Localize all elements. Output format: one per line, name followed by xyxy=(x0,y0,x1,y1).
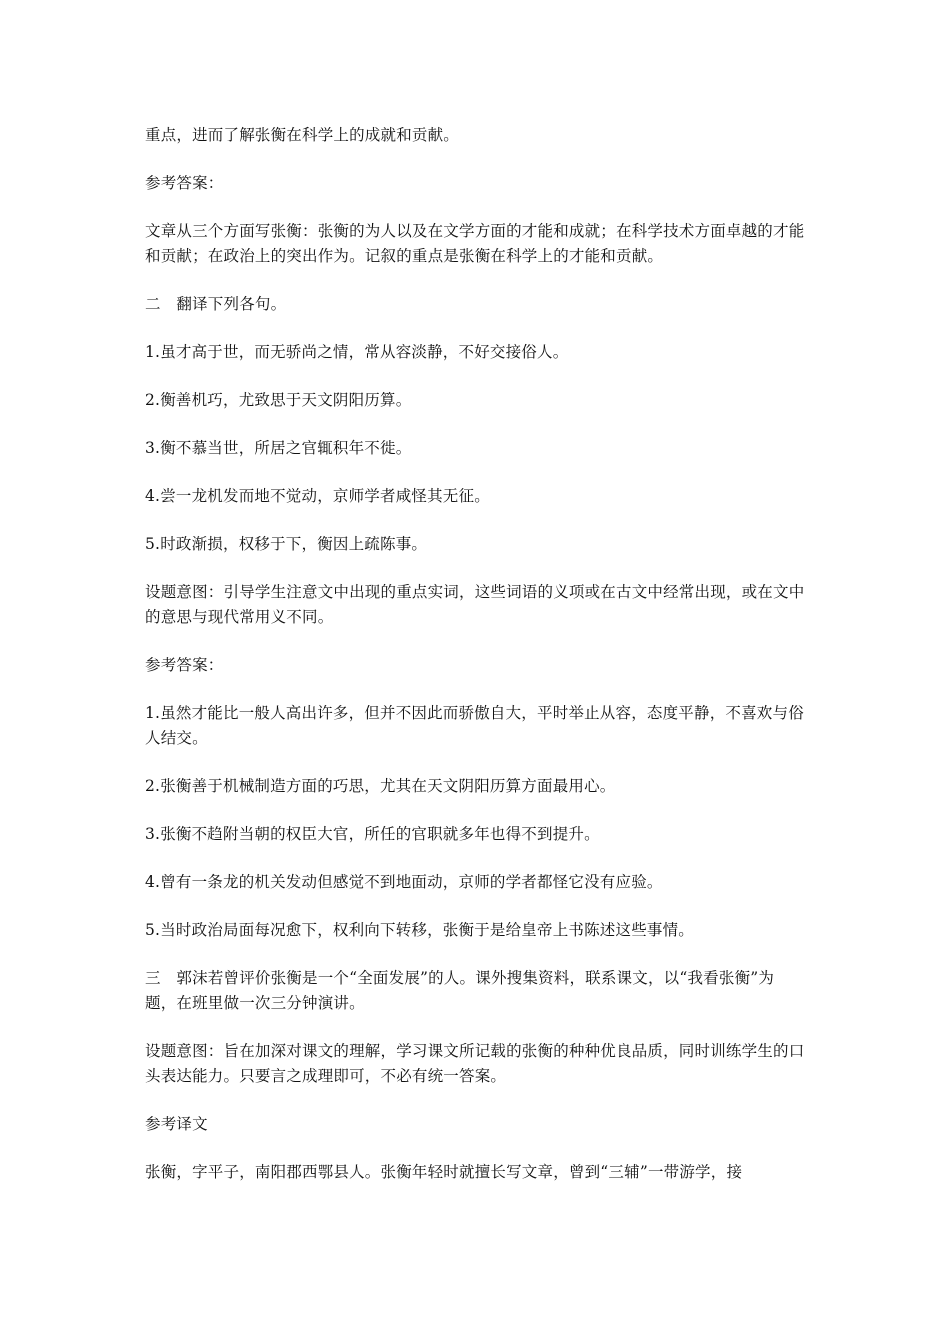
answer-heading: 参考答案： xyxy=(145,656,224,674)
design-intent-paragraph: 设题意图：旨在加深对课文的理解，学习课文所记载的张衡的种种优良品质，同时训练学生的口头表达能力。只要言之成理即可，不必有统一答案。 xyxy=(145,1042,805,1085)
answer-item-2: 2.张衡善于机械制造方面的巧思，尤其在天文阴阳历算方面最用心。 xyxy=(145,777,616,795)
answer-item-4: 4.曾有一条龙的机关发动但感觉不到地面动，京师的学者都怪它没有应验。 xyxy=(145,873,663,891)
section-heading-speech: 三 郭沫若曾评价张衡是一个“全面发展”的人。课外搜集资料，联系课文，以“我看张衡”为题，在班里做一次三分钟演讲。 xyxy=(145,969,775,1012)
answer-item-3: 3.张衡不趋附当朝的权臣大官，所任的官职就多年也得不到提升。 xyxy=(145,825,600,843)
translate-item-2: 2.衡善机巧，尤致思于天文阴阳历算。 xyxy=(145,391,412,409)
answer-paragraph: 文章从三个方面写张衡：张衡的为人以及在文学方面的才能和成就；在科学技术方面卓越的才能和贡献；在政治上的突出作为。记叙的重点是张衡在科学上的才能和贡献。 xyxy=(145,222,805,265)
translate-item-4: 4.尝一龙机发而地不觉动，京师学者咸怪其无征。 xyxy=(145,487,490,505)
design-intent-paragraph: 设题意图：引导学生注意文中出现的重点实词，这些词语的义项或在古文中经常出现，或在文中的意思与现代常用义不同。 xyxy=(145,583,805,626)
reference-translation-paragraph: 张衡，字平子，南阳郡西鄂县人。张衡年轻时就擅长写文章，曾到“三辅”一带游学，接 xyxy=(145,1163,743,1181)
translate-item-5: 5.时政渐损，权移于下，衡因上疏陈事。 xyxy=(145,535,428,553)
paragraph-intro-continuation: 重点，进而了解张衡在科学上的成就和贡献。 xyxy=(145,126,460,144)
reference-translation-heading: 参考译文 xyxy=(145,1115,208,1133)
translate-item-1: 1.虽才高于世，而无骄尚之情，常从容淡静，不好交接俗人。 xyxy=(145,343,569,361)
section-heading-translate: 二 翻译下列各句。 xyxy=(145,295,287,313)
answer-item-1: 1.虽然才能比一般人高出许多，但并不因此而骄傲自大，平时举止从容，态度平静，不喜欢与俗人结交。 xyxy=(145,704,804,747)
answer-item-5: 5.当时政治局面每况愈下，权利向下转移，张衡于是给皇帝上书陈述这些事情。 xyxy=(145,921,694,939)
answer-heading: 参考答案： xyxy=(145,174,224,192)
document-body xyxy=(145,123,805,1208)
translate-item-3: 3.衡不慕当世，所居之官辄积年不徙。 xyxy=(145,439,412,457)
